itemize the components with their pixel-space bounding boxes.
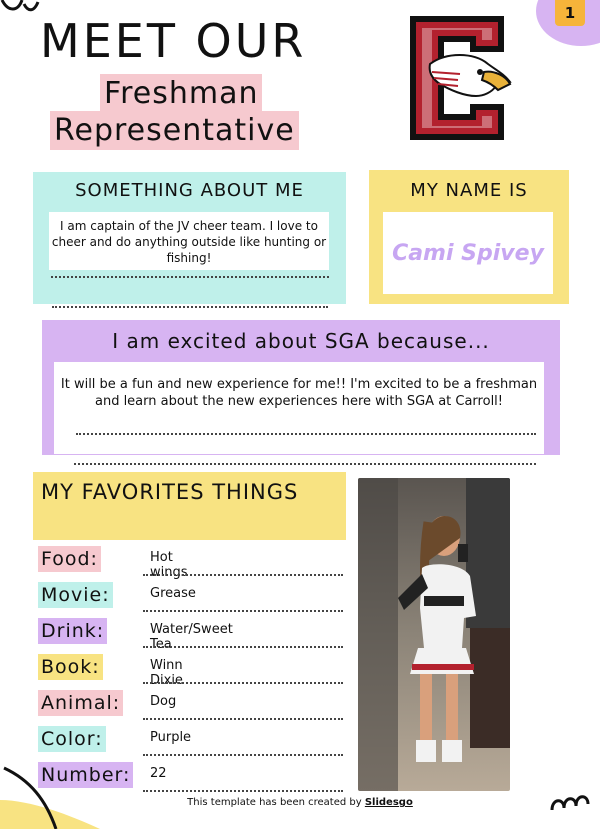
name-heading: MY NAME IS xyxy=(410,180,528,201)
photo-image xyxy=(358,478,510,791)
divider xyxy=(143,610,343,612)
favorite-value: Water/Sweet Tea xyxy=(150,622,233,652)
corner-squiggle-icon xyxy=(0,0,40,16)
page-title: MEET OUR xyxy=(40,14,307,68)
sga-card xyxy=(42,320,560,455)
name-value-box xyxy=(383,212,553,294)
corner-decoration xyxy=(0,760,120,829)
favorite-value: Winn Dixie xyxy=(150,658,183,688)
favorite-label: Number: xyxy=(38,762,133,788)
name-card xyxy=(369,170,569,304)
subtitle-line-1: Freshman xyxy=(100,74,262,113)
about-me-text: I am captain of the JV cheer team. I love to cheer and do anything outside like hunting or fishing! xyxy=(49,212,329,270)
sga-text: It will be a fun and new experience for me!! I'm excited to be a freshman and learn about the new experiences here with SGA at Carroll! xyxy=(54,362,544,454)
favorite-value: 22 xyxy=(150,766,167,781)
divider xyxy=(143,754,343,756)
favorite-label: Drink: xyxy=(38,618,107,644)
sga-heading: I am excited about SGA because... xyxy=(112,329,490,353)
favorite-value: Dog xyxy=(150,694,177,709)
page-number-badge: 1 xyxy=(555,0,585,26)
favorite-value: Purple xyxy=(150,730,192,745)
profile-photo xyxy=(358,478,510,791)
divider xyxy=(74,463,536,465)
subtitle-line-2: Representative xyxy=(50,111,299,150)
about-me-heading: SOMETHING ABOUT ME xyxy=(75,180,304,201)
footer xyxy=(0,797,600,808)
favorite-value: Grease xyxy=(150,586,196,601)
favorites-heading: MY FAVORITES THINGS xyxy=(33,472,346,540)
divider xyxy=(143,790,343,792)
divider xyxy=(52,306,328,308)
divider xyxy=(143,646,343,648)
favorite-label: Book: xyxy=(38,654,103,680)
favorite-label: Color: xyxy=(38,726,106,752)
footer-text: This template has been created by xyxy=(187,797,362,808)
divider xyxy=(143,718,343,720)
divider xyxy=(143,574,343,576)
favorite-label: Animal: xyxy=(38,690,123,716)
divider xyxy=(76,433,536,435)
favorite-label: Food: xyxy=(38,546,101,572)
favorite-value: Hot wings xyxy=(150,550,188,580)
divider xyxy=(51,276,329,278)
footer-link[interactable]: Slidesgo xyxy=(364,797,413,808)
name-value: Cami Spivey xyxy=(392,240,544,266)
favorite-label: Movie: xyxy=(38,582,113,608)
school-logo xyxy=(400,12,514,144)
about-me-card xyxy=(33,172,346,304)
divider xyxy=(143,682,343,684)
